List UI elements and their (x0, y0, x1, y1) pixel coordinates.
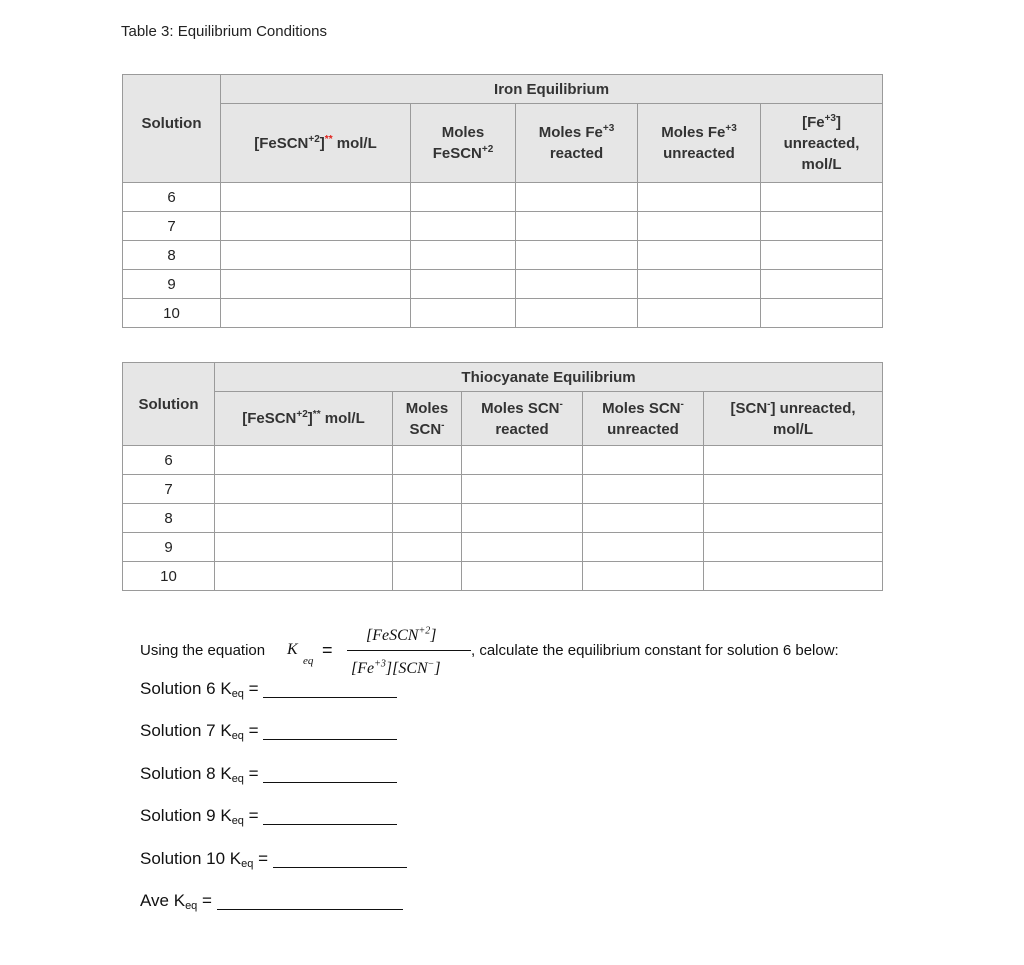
input-cell[interactable] (462, 562, 583, 591)
fescn-concentration-header: [FeSCN$^{+2}$]** mol/L (221, 104, 411, 183)
input-cell[interactable] (704, 533, 883, 562)
input-cell[interactable] (215, 446, 393, 475)
moles-fe-reacted-header: Moles $Fe^{+3}$ reacted (516, 104, 638, 183)
input-cell[interactable] (583, 562, 704, 591)
input-cell[interactable] (704, 562, 883, 591)
answer-blank[interactable] (263, 680, 397, 698)
input-cell[interactable] (516, 270, 638, 299)
equation-prefix: Using the equation (140, 642, 266, 659)
input-cell[interactable] (583, 446, 704, 475)
table-caption: Table 3: Equilibrium Conditions (121, 23, 327, 40)
equation-numerator: [FeSCN$^{+2}$] (366, 625, 437, 644)
iron-group-header: Iron Equilibrium (221, 75, 883, 104)
solution-header: Solution (123, 363, 215, 446)
input-cell[interactable] (638, 270, 761, 299)
input-cell[interactable] (411, 299, 516, 328)
thiocyanate-group-header: Thiocyanate Equilibrium (215, 363, 883, 392)
input-cell[interactable] (583, 504, 704, 533)
table-row (123, 504, 883, 533)
moles-scn-unreacted-header: Moles SCN- unreacted (583, 392, 704, 446)
equation-suffix: , calculate the equilibrium constant for solution 6 below: (471, 642, 839, 659)
solution-10-keq: Solution 10 $K_{eq}$ = (140, 849, 407, 870)
fe-unreacted-concentration-header: $[Fe^{+3}]$ unreacted, mol/L (761, 104, 883, 183)
input-cell[interactable] (516, 212, 638, 241)
keq-symbol: K (287, 641, 298, 658)
iron-equilibrium-table (122, 74, 883, 328)
input-cell[interactable] (411, 212, 516, 241)
solution-7-keq: Solution 7 $K_{eq}$ = (140, 721, 397, 742)
input-cell[interactable] (704, 446, 883, 475)
table-row (123, 533, 883, 562)
input-cell[interactable] (516, 241, 638, 270)
input-cell[interactable] (221, 241, 411, 270)
answer-blank[interactable] (263, 722, 397, 740)
equation-denominator: $[Fe^{+3}][SCN^-]$ (351, 658, 441, 677)
equation-equals: = (322, 640, 333, 660)
input-cell[interactable] (638, 183, 761, 212)
input-cell[interactable] (393, 446, 462, 475)
input-cell[interactable] (221, 270, 411, 299)
solution-number: 9 (123, 533, 215, 562)
solution-number: 10 (123, 299, 221, 328)
moles-scn-reacted-header: Moles SCN- reacted (462, 392, 583, 446)
input-cell[interactable] (393, 504, 462, 533)
table-row (123, 475, 883, 504)
fescn-concentration-header: [FeSCN$^{+2}$]** mol/L (215, 392, 393, 446)
input-cell[interactable] (215, 533, 393, 562)
scn-unreacted-concentration-header: [SCN-] unreacted, mol/L (704, 392, 883, 446)
input-cell[interactable] (215, 562, 393, 591)
thiocyanate-equilibrium-table (122, 362, 883, 591)
moles-fescn-header: Moles FeSCN$^{+2}$ (411, 104, 516, 183)
solution-number: 6 (123, 446, 215, 475)
input-cell[interactable] (221, 183, 411, 212)
table-row (123, 183, 883, 212)
input-cell[interactable] (221, 299, 411, 328)
answer-blank[interactable] (217, 892, 403, 910)
input-cell[interactable] (704, 504, 883, 533)
solution-number: 9 (123, 270, 221, 299)
input-cell[interactable] (393, 562, 462, 591)
input-cell[interactable] (761, 183, 883, 212)
solution-6-keq: Solution 6 $K_{eq}$ = (140, 679, 397, 700)
solution-8-keq: Solution 8 $K_{eq}$ = (140, 764, 397, 785)
solution-number: 7 (123, 212, 221, 241)
input-cell[interactable] (638, 212, 761, 241)
input-cell[interactable] (462, 446, 583, 475)
answer-blank[interactable] (273, 850, 407, 868)
answer-blank[interactable] (263, 765, 397, 783)
input-cell[interactable] (704, 475, 883, 504)
input-cell[interactable] (215, 504, 393, 533)
moles-fe-unreacted-header: Moles $Fe^{+3}$ unreacted (638, 104, 761, 183)
input-cell[interactable] (462, 475, 583, 504)
input-cell[interactable] (411, 241, 516, 270)
table-row (123, 270, 883, 299)
input-cell[interactable] (516, 183, 638, 212)
input-cell[interactable] (215, 475, 393, 504)
input-cell[interactable] (393, 533, 462, 562)
solution-number: 7 (123, 475, 215, 504)
solution-number: 6 (123, 183, 221, 212)
input-cell[interactable] (638, 241, 761, 270)
table-row (123, 212, 883, 241)
table-row (123, 446, 883, 475)
input-cell[interactable] (462, 533, 583, 562)
table-row (123, 241, 883, 270)
input-cell[interactable] (761, 212, 883, 241)
input-cell[interactable] (393, 475, 462, 504)
solution-header: Solution (123, 75, 221, 183)
moles-scn-header: Moles SCN- (393, 392, 462, 446)
solution-number: 8 (123, 241, 221, 270)
input-cell[interactable] (221, 212, 411, 241)
solution-9-keq: Solution 9 $K_{eq}$ = (140, 806, 397, 827)
table-row (123, 562, 883, 591)
keq-subscript: eq (303, 655, 314, 667)
input-cell[interactable] (462, 504, 583, 533)
answer-blank[interactable] (263, 807, 397, 825)
input-cell[interactable] (638, 299, 761, 328)
input-cell[interactable] (411, 183, 516, 212)
table-row (123, 299, 883, 328)
input-cell[interactable] (761, 299, 883, 328)
input-cell[interactable] (583, 475, 704, 504)
solution-number: 8 (123, 504, 215, 533)
input-cell[interactable] (761, 270, 883, 299)
input-cell[interactable] (761, 241, 883, 270)
input-cell[interactable] (411, 270, 516, 299)
average-keq: Ave $K_{eq}$ = (140, 891, 403, 912)
input-cell[interactable] (583, 533, 704, 562)
input-cell[interactable] (516, 299, 638, 328)
solution-number: 10 (123, 562, 215, 591)
fraction-bar (347, 650, 471, 651)
